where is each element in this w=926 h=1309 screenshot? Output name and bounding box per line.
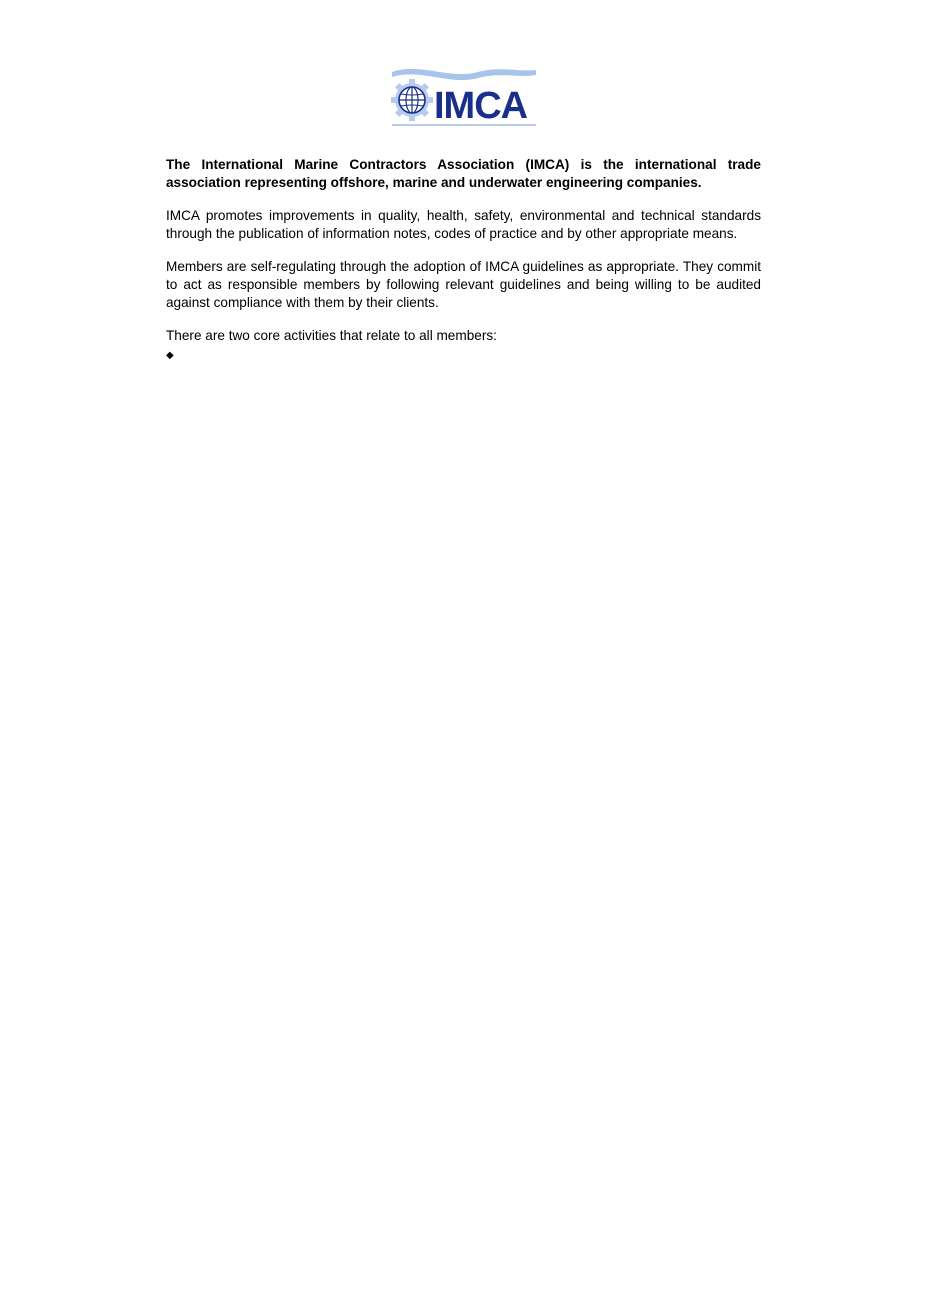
imca-logo	[390, 64, 538, 128]
globe-gear-icon	[390, 64, 538, 128]
members-paragraph: Members are self-regulating through the adoption of IMCA guidelines as appropriate. They commit to act as responsible members by following relevant guidelines and being willing to be audited against compliance with them by their clients.	[166, 259, 761, 310]
core-activities-paragraph: There are two core activities that relate to all members:	[166, 328, 497, 343]
intro-paragraph: The International Marine Contractors Association (IMCA) is the international trade association representing offshore, marine and underwater engineering companies.	[166, 157, 761, 190]
document-body	[166, 156, 761, 365]
bullet-diamond-icon: ◆	[166, 350, 174, 361]
logo-wordmark: IMCA	[434, 85, 528, 127]
standards-paragraph: IMCA promotes improvements in quality, health, safety, environmental and technical standards through the publication of information notes, codes of practice and by other appropriate means.	[166, 208, 761, 241]
